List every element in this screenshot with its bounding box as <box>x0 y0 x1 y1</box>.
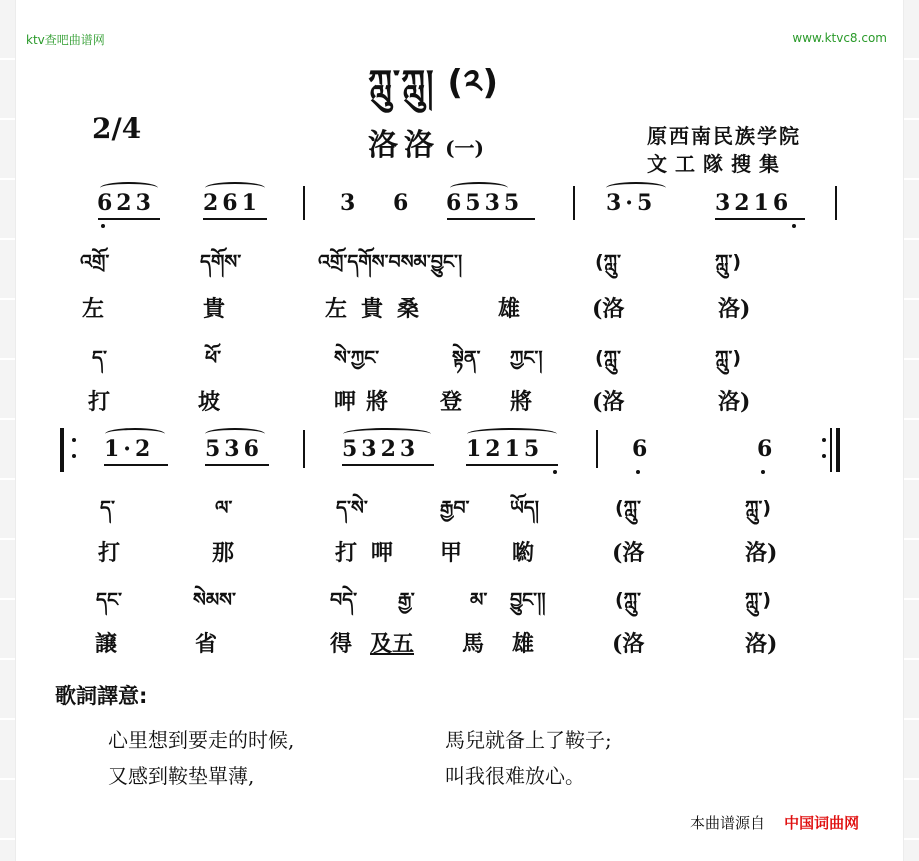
source-line-1: 原西南民族学院 <box>647 124 801 148</box>
tibetan-lyric: རྒྱ་ <box>398 589 415 611</box>
tibetan-lyric: སེ་ཀྱང་ <box>334 347 380 369</box>
note-group: 1·2 <box>104 436 155 462</box>
chinese-lyric: 將 <box>510 389 533 415</box>
tibetan-lyric: ལ་ <box>215 497 233 519</box>
chinese-lyric: 貴 <box>203 296 226 322</box>
beam-line <box>447 218 535 220</box>
beam-line <box>342 464 434 466</box>
octave-dot <box>101 224 105 228</box>
left-border-strip <box>0 0 16 861</box>
chinese-lyric: 譲 <box>95 631 118 657</box>
note-group: 261 <box>203 190 261 216</box>
tibetan-lyric: ཕོ་ <box>205 347 222 369</box>
chinese-lyric: 洛) <box>745 631 778 657</box>
tibetan-lyric: (ཀླུ་ <box>615 497 642 519</box>
right-border-strip <box>903 0 919 861</box>
lyrics-heading <box>55 680 147 710</box>
beam-line <box>466 464 558 466</box>
note: 6 <box>757 436 777 462</box>
repeat-end-thin-bar <box>830 428 832 472</box>
chinese-lyric: 左 <box>82 296 105 322</box>
beam-line <box>205 464 269 466</box>
bar-line <box>573 186 575 220</box>
note-group: 3·5 <box>606 190 657 216</box>
source-line-2: 文工隊搜集 <box>647 152 787 176</box>
tibetan-lyric: ད་ <box>92 347 107 369</box>
note-group: 1215 <box>466 436 544 462</box>
tibetan-lyric: ཀླུ་) <box>715 347 742 369</box>
repeat-dot <box>72 438 76 442</box>
note: 6 <box>632 436 652 462</box>
octave-dot <box>636 470 640 474</box>
chinese-lyric: 及五 <box>370 631 415 657</box>
chinese-lyric: 洛) <box>745 540 778 566</box>
footer-source <box>690 812 859 833</box>
chinese-lyric: 打 <box>98 540 121 566</box>
note: 3 <box>340 190 360 216</box>
chinese-lyric: (洛 <box>592 389 625 415</box>
repeat-dot <box>72 454 76 458</box>
repeat-dot <box>822 454 826 458</box>
chinese-lyric: 打呷 <box>335 540 408 566</box>
tibetan-lyric: བྱུང་།། <box>510 589 546 611</box>
song-title <box>368 120 484 164</box>
chinese-lyric: (洛 <box>612 540 645 566</box>
bar-line <box>303 430 305 468</box>
chinese-lyric: (洛 <box>612 631 645 657</box>
bar-line <box>596 430 598 468</box>
chinese-lyric: 喲 <box>512 540 535 566</box>
footer-source-site[interactable]: 中国词曲网 <box>784 814 860 832</box>
lyrics-heading-colon: : <box>139 684 148 708</box>
time-signature: 2/4 <box>92 112 142 145</box>
chinese-lyric: 得 <box>330 631 353 657</box>
lyrics-heading-text: 歌詞譯意 <box>55 684 139 708</box>
note-group: 3216 <box>715 190 793 216</box>
tibetan-lyric: འགྲོ་དགོས་བསམ་བྱུང་། <box>318 251 463 273</box>
note-group: 5323 <box>342 436 420 462</box>
repeat-start-thick-bar <box>60 428 64 472</box>
tibetan-lyric: དགོས་ <box>200 251 242 273</box>
footer-source-label: 本曲谱源自 <box>690 814 766 832</box>
tibetan-title: ཀླུ་ཀླུ། (༢) <box>368 63 500 103</box>
tibetan-lyric: མ་ <box>470 589 488 611</box>
note-group: 536 <box>205 436 263 462</box>
chinese-lyric: 那 <box>212 540 235 566</box>
tibetan-lyric: དང་ <box>96 589 122 611</box>
song-title-text: 洛洛 <box>368 128 440 163</box>
chinese-lyric: 左貴桑 <box>325 296 434 322</box>
tibetan-lyric: (ཀླུ་ <box>595 251 622 273</box>
watermark-right[interactable]: www.ktvc8.com <box>792 31 887 45</box>
octave-dot <box>553 470 557 474</box>
tibetan-lyric: ཡོད། <box>510 497 539 519</box>
tibetan-lyric: སེམས་ <box>193 589 236 611</box>
beam-line <box>98 218 160 220</box>
song-title-suffix: (一) <box>445 136 485 160</box>
chinese-lyric: 打 <box>88 389 111 415</box>
chinese-lyric: 雄 <box>498 296 521 322</box>
note: 6 <box>393 190 413 216</box>
watermark-left[interactable]: ktv查吧曲谱网 <box>26 33 105 47</box>
octave-dot <box>792 224 796 228</box>
beam-line <box>104 464 168 466</box>
bar-line <box>835 186 837 220</box>
chinese-lyric: (洛 <box>592 296 625 322</box>
bar-line <box>303 186 305 220</box>
beam-line <box>715 218 805 220</box>
tibetan-lyric: ད་སེ་ <box>336 497 368 519</box>
lyrics-line-2a: 又感到鞍垫單薄, <box>108 764 255 788</box>
tibetan-lyric: སྟེན་ <box>452 347 481 369</box>
chinese-lyric: 洛) <box>718 389 751 415</box>
tibetan-lyric: རྒྱབ་ <box>440 497 470 519</box>
chinese-lyric: 馬 <box>462 631 485 657</box>
tibetan-lyric: འགྲོ་ <box>80 251 110 273</box>
lyrics-line-1b: 馬兒就备上了鞍子; <box>445 728 612 752</box>
tibetan-lyric: བདེ་ <box>330 589 358 611</box>
note-group: 623 <box>97 190 155 216</box>
tibetan-lyric: (ཀླུ་ <box>595 347 622 369</box>
chinese-lyric: 坡 <box>198 389 221 415</box>
tibetan-lyric: ཀླུ་) <box>745 589 772 611</box>
tibetan-lyric: (ཀླུ་ <box>615 589 642 611</box>
octave-dot <box>761 470 765 474</box>
chinese-lyric: 呷將 <box>334 389 399 415</box>
tibetan-lyric: ཀྱང་། <box>510 347 543 369</box>
note-group: 6535 <box>446 190 524 216</box>
beam-line <box>203 218 267 220</box>
chinese-lyric: 甲 <box>440 540 463 566</box>
lyrics-line-1a: 心里想到要走的时候, <box>108 728 295 752</box>
chinese-lyric: 登 <box>440 389 463 415</box>
chinese-lyric: 洛) <box>718 296 751 322</box>
repeat-dot <box>822 438 826 442</box>
tibetan-lyric: ཀླུ་) <box>745 497 772 519</box>
chinese-lyric: 雄 <box>512 631 535 657</box>
lyrics-line-2b: 叫我很难放心。 <box>445 764 585 788</box>
tibetan-lyric: ཀླུ་) <box>715 251 742 273</box>
tibetan-lyric: ད་ <box>100 497 115 519</box>
repeat-end-thick-bar <box>836 428 840 472</box>
chinese-lyric: 省 <box>195 631 218 657</box>
